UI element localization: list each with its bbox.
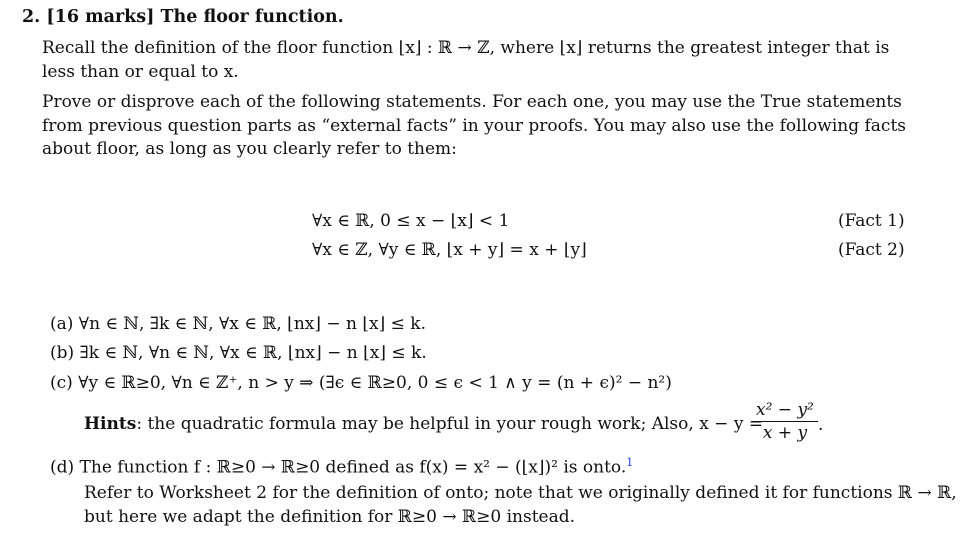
hints-fraction (752, 399, 818, 444)
fact-1-label: (Fact 1) (838, 211, 905, 231)
fraction-numerator: x² − y² (752, 399, 818, 422)
part-d-line-3: but here we adapt the definition for ℝ≥0 → ℝ≥0 instead. (84, 507, 576, 527)
part-d-text: (d) The function f : ℝ≥0 → ℝ≥0 defined as f(x) = x² − (⌊x⌋)² is onto. (50, 457, 627, 478)
part-c: (c) ∀y ∈ ℝ≥0, ∀n ∈ ℤ⁺, n > y ⇒ (∃ϵ ∈ ℝ≥0, 0 ≤ ϵ < 1 ∧ y = (n + ϵ)² − n²) (50, 373, 672, 393)
hints-period: . (818, 415, 824, 435)
hints-line (84, 414, 763, 434)
fraction-denominator: x + y (762, 423, 808, 443)
part-b: (b) ∃k ∈ ℕ, ∀n ∈ ℕ, ∀x ∈ ℝ, ⌊nx⌋ − n ⌊x⌋ ≤ k. (50, 343, 427, 363)
hints-text: : the quadratic formula may be helpful in your rough work; Also, x − y = (136, 414, 764, 434)
question-title: 2. [16 marks] The floor function. (22, 7, 344, 27)
fact-1-formula: ∀x ∈ ℝ, 0 ≤ x − ⌊x⌋ < 1 (312, 211, 510, 231)
intro-paragraph: Recall the definition of the floor function ⌊x⌋ : ℝ → ℤ, where ⌊x⌋ returns the greatest integer that is less than or equal to x. (42, 38, 890, 82)
part-a: (a) ∀n ∈ ℕ, ∃k ∈ ℕ, ∀x ∈ ℝ, ⌊nx⌋ − n ⌊x⌋ ≤ k. (50, 314, 427, 334)
part-d (50, 456, 633, 478)
footnote-marker[interactable]: 1 (626, 456, 634, 469)
hints-label: Hints (84, 414, 137, 434)
part-d-line-2: Refer to Worksheet 2 for the definition of onto; note that we originally defined it for functions ℝ → ℝ, (84, 483, 957, 503)
fact-2-label: (Fact 2) (838, 240, 905, 260)
instructions-paragraph: Prove or disprove each of the following statements. For each one, you may use the True statements from previous question parts as “external facts” in your proofs. You may also use the following facts about floor, as long as you clearly refer to them: (42, 92, 907, 159)
fact-2-formula: ∀x ∈ ℤ, ∀y ∈ ℝ, ⌊x + y⌋ = x + ⌊y⌋ (312, 240, 587, 260)
